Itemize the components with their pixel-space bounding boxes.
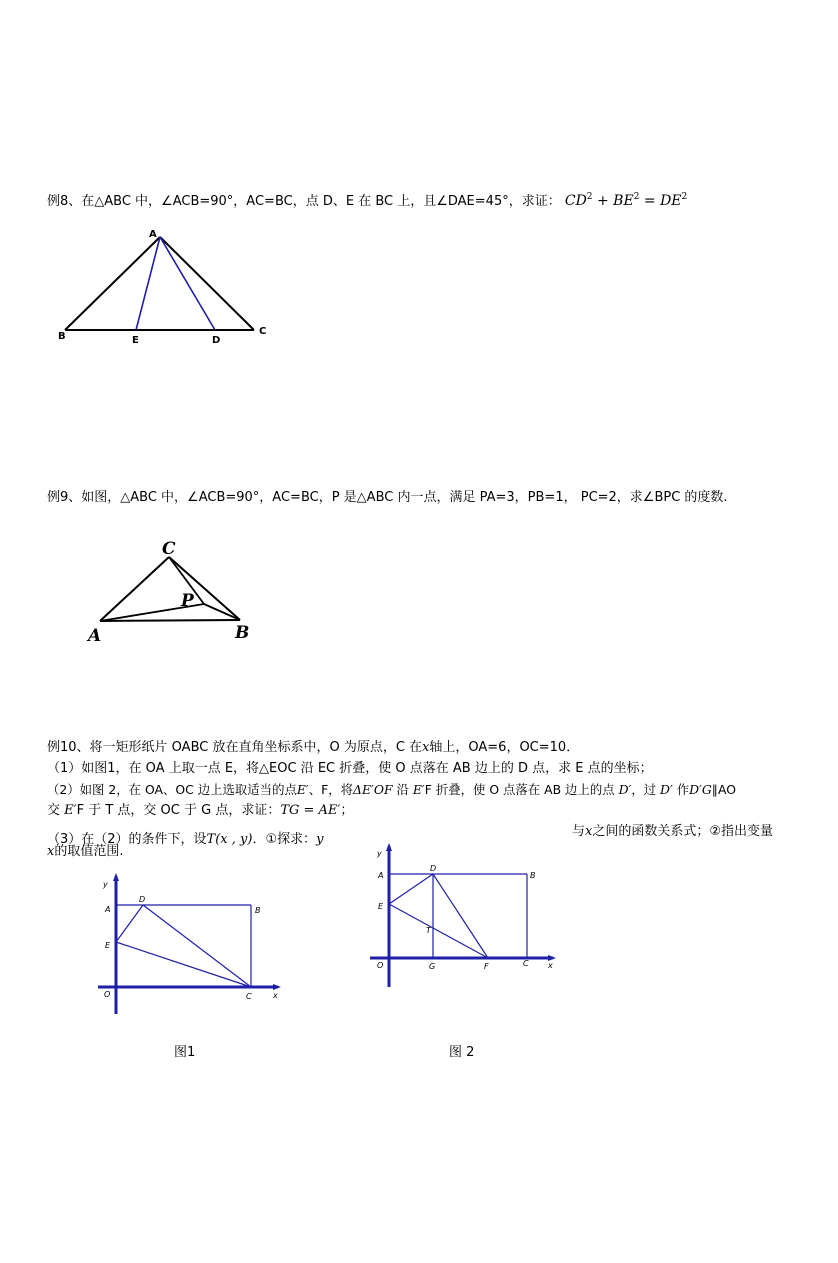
ex9-label-p: P xyxy=(181,591,194,611)
ex10-line3: （2）如图 2，在 OA、OC 边上选取适当的点E′、F，将ΔE′OF 沿 E′F 折叠，使 O 点落在 AB 边上的点 D′，过 D′ 作D′G∥AO xyxy=(47,782,737,797)
fig2-label-b: B xyxy=(530,871,536,880)
fig1-label-b: B xyxy=(255,906,261,915)
fig1-label-x: x xyxy=(273,991,278,1000)
ex9-side-ab xyxy=(100,620,240,621)
ex10-line6: x的取值范围. xyxy=(47,844,124,859)
fig2-segment-df xyxy=(433,874,488,958)
ex9-segment-pb xyxy=(204,604,240,620)
fig1-segment-ec xyxy=(116,942,251,987)
ex10-line5-left: （3）在（2）的条件下，设T(x , y)．①探求：y xyxy=(47,832,324,847)
ex8-triangle xyxy=(65,237,254,330)
fig2-label-a: A xyxy=(378,871,384,880)
fig1-diagram xyxy=(98,873,281,1014)
fig1-label-c: C xyxy=(246,992,252,1001)
ex9-text: 例9、如图，△ABC 中，∠ACB=90°，AC=BC，P 是△ABC 内一点，满足 PA=3，PB=1， PC=2，求∠BPC 的度数. xyxy=(47,490,728,505)
ex9-label-c: C xyxy=(162,539,176,559)
ex8-segment-ae xyxy=(136,237,160,330)
ex9-label-b: B xyxy=(235,623,250,643)
ex10-line5-right: 与x之间的函数关系式；②指出变量 xyxy=(572,824,774,839)
fig1-y-arrow xyxy=(113,873,119,881)
ex9-side-cb xyxy=(169,557,240,620)
ex8-label-c: C xyxy=(259,326,267,337)
fig2-label-t: T xyxy=(426,926,431,935)
ex9-label-a: A xyxy=(88,626,102,646)
ex9-triangle xyxy=(100,557,240,621)
fig2-caption: 图 2 xyxy=(449,1045,475,1060)
fig2-label-x: x xyxy=(548,961,553,970)
fig1-label-e: E xyxy=(105,941,111,950)
fig1-x-arrow xyxy=(273,984,281,990)
ex8-label-b: B xyxy=(58,331,66,342)
fig2-label-c: C xyxy=(523,959,529,968)
ex8-formula: $CD^2 + BE^2 = DE^2$ xyxy=(564,192,688,209)
ex8-label-d: D xyxy=(212,335,221,346)
ex10-line2: （1）如图1，在 OA 上取一点 E，将△EOC 沿 EC 折叠，使 O 点落在 AB 边上的 D 点，求 E 点的坐标； xyxy=(47,761,653,776)
fig2-label-y: y xyxy=(377,849,382,858)
fig2-segment-ef xyxy=(389,904,488,958)
ex8-label-e: E xyxy=(132,335,139,346)
fig2-label-d: D xyxy=(430,864,437,873)
fig2-label-e: E xyxy=(378,902,384,911)
fig1-caption: 图1 xyxy=(174,1045,196,1060)
ex10-line1: 例10、将一矩形纸片 OABC 放在直角坐标系中，O 为原点，C 在x轴上，OA=6，OC=10． xyxy=(47,740,580,755)
fig1-label-o: O xyxy=(104,990,111,999)
fig1-label-d: D xyxy=(139,895,146,904)
ex8-statement: 例8、在△ABC 中，∠ACB=90°，AC=BC，点 D、E 在 BC 上，且∠DAE=45°，求证： xyxy=(47,194,561,209)
ex8-label-a: A xyxy=(149,229,157,240)
fig1-segment-ed xyxy=(116,905,143,942)
fig2-y-arrow xyxy=(386,843,392,851)
fig1-label-y: y xyxy=(103,880,108,889)
fig2-label-o: O xyxy=(377,961,384,970)
fig1-segment-dc xyxy=(143,905,251,987)
fig2-label-g: G xyxy=(429,962,436,971)
fig2-label-f: F xyxy=(484,962,489,971)
ex8-side-ab xyxy=(65,237,160,330)
fig2-segment-ed xyxy=(389,874,433,904)
fig1-label-a: A xyxy=(105,905,111,914)
ex10-line4: 交 E′F 于 T 点，交 OC 于 G 点，求证：TG = AE′； xyxy=(47,803,354,818)
